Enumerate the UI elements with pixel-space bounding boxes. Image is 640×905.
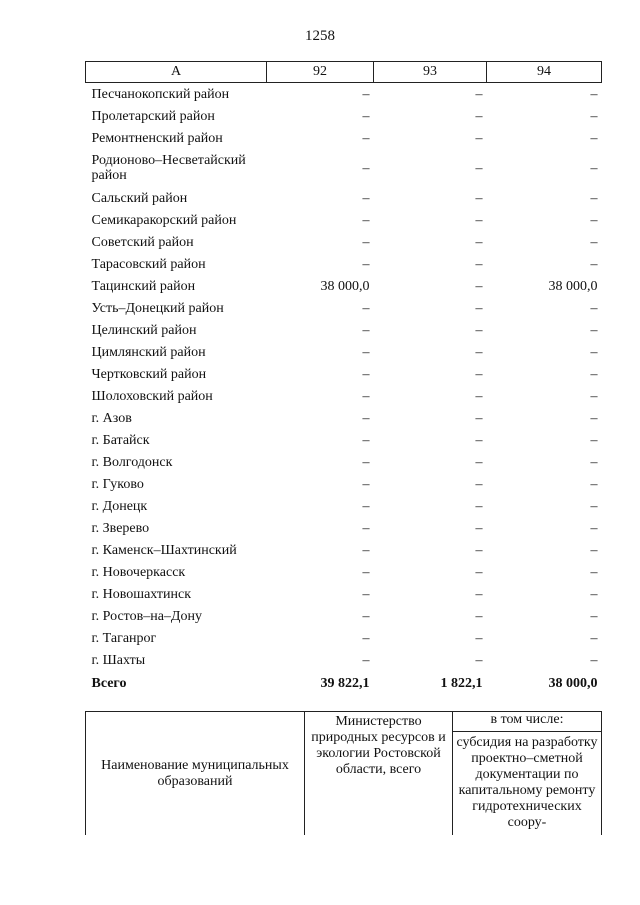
table-row [86, 83, 602, 106]
table-body [86, 83, 602, 696]
municipality-name-header: Наименование муниципальных образований [86, 712, 305, 836]
row-value-93: – [475, 630, 483, 646]
row-value-92: – [362, 498, 370, 514]
row-name: г. Шахты [91, 652, 146, 668]
column-header-92: 92 [267, 62, 374, 83]
row-value-93: – [475, 410, 483, 426]
row-value-93: – [475, 160, 483, 176]
table-row [86, 127, 602, 149]
table-row [86, 473, 602, 495]
table-row [86, 649, 602, 671]
row-value-94: – [590, 630, 598, 646]
row-name: г. Каменск–Шахтинский [91, 542, 237, 558]
row-value-94: – [590, 366, 598, 382]
row-value-93: – [475, 322, 483, 338]
row-value-93: – [475, 432, 483, 448]
row-value-93: – [475, 344, 483, 360]
row-value-94: – [590, 454, 598, 470]
row-value-93: – [475, 586, 483, 602]
row-name: г. Новошахтинск [91, 586, 192, 602]
row-value-94: – [590, 300, 598, 316]
table-row [86, 231, 602, 253]
row-value-93: – [475, 476, 483, 492]
row-name: Тарасовский район [91, 256, 206, 272]
row-value-93: – [475, 366, 483, 382]
row-name: Шолоховский район [91, 388, 213, 404]
table-row [86, 627, 602, 649]
row-value-94: – [590, 542, 598, 558]
table-row [86, 583, 602, 605]
table-row [86, 561, 602, 583]
row-value-92: – [362, 234, 370, 250]
page-number: 1258 [305, 28, 335, 44]
row-name: Семикаракорский район [91, 212, 237, 228]
table-row [86, 297, 602, 319]
row-value-92: – [362, 86, 370, 102]
table-row [86, 187, 602, 209]
row-value-92: – [362, 410, 370, 426]
row-name: г. Зверево [91, 520, 150, 536]
row-value-92: – [362, 256, 370, 272]
row-value-92: – [362, 432, 370, 448]
total-label: Всего [91, 675, 127, 691]
row-value-94: – [590, 432, 598, 448]
row-value-93: – [475, 256, 483, 272]
table-row [86, 209, 602, 231]
row-value-94: – [590, 520, 598, 536]
row-value-92: – [362, 520, 370, 536]
row-name: Тацинский район [91, 278, 196, 294]
column-header-93: 93 [374, 62, 487, 83]
table-row [86, 407, 602, 429]
table-row [86, 105, 602, 127]
total-value-92: 39 822,1 [320, 675, 370, 691]
table-row [86, 385, 602, 407]
row-value-93: – [475, 388, 483, 404]
row-value-93: – [475, 190, 483, 206]
row-value-93: – [475, 608, 483, 624]
row-name: Усть–Донецкий район [91, 300, 224, 316]
total-row [86, 671, 602, 695]
row-value-94: – [590, 586, 598, 602]
row-value-92: – [362, 212, 370, 228]
table-row [86, 429, 602, 451]
row-value-92: – [362, 630, 370, 646]
row-value-94: – [590, 608, 598, 624]
row-value-94: – [590, 476, 598, 492]
row-value-93: – [475, 520, 483, 536]
row-value-93: – [475, 108, 483, 124]
row-value-94: – [590, 498, 598, 514]
row-name: г. Донецк [91, 498, 148, 514]
table-row [86, 605, 602, 627]
row-value-92: – [362, 476, 370, 492]
table-row [86, 363, 602, 385]
row-value-93: – [475, 212, 483, 228]
row-value-92: – [362, 652, 370, 668]
row-value-94: – [590, 388, 598, 404]
row-value-93: – [475, 278, 483, 294]
row-name: Целинский район [91, 322, 197, 338]
row-value-94: – [590, 234, 598, 250]
table-row [86, 539, 602, 561]
row-value-92: – [362, 322, 370, 338]
table-row [86, 275, 602, 297]
row-value-94: – [590, 322, 598, 338]
row-value-94: – [590, 86, 598, 102]
row-value-94: – [590, 410, 598, 426]
row-name: г. Батайск [91, 432, 150, 448]
row-value-94: – [590, 160, 598, 176]
row-name: г. Азов [91, 410, 132, 426]
row-value-92: – [362, 108, 370, 124]
table-row [86, 149, 602, 187]
row-name: Цимлянский район [91, 344, 206, 360]
row-value-92: – [362, 586, 370, 602]
row-value-94: – [590, 108, 598, 124]
row-value-94: – [590, 190, 598, 206]
allocation-table [85, 61, 602, 695]
row-value-94: – [590, 564, 598, 580]
table-row [86, 451, 602, 473]
table-row [86, 495, 602, 517]
row-value-93: – [475, 454, 483, 470]
row-value-93: – [475, 542, 483, 558]
row-value-92: – [362, 388, 370, 404]
row-name: г. Новочеркасск [91, 564, 186, 580]
row-name: г. Таганрог [91, 630, 157, 646]
row-value-92: – [362, 344, 370, 360]
row-value-92: – [362, 608, 370, 624]
row-value-92: – [362, 564, 370, 580]
row-value-92: – [362, 454, 370, 470]
table-row [86, 253, 602, 275]
table-header-row [86, 62, 602, 83]
row-value-94: – [590, 344, 598, 360]
row-value-94: – [590, 256, 598, 272]
row-name: Ремонтненский район [91, 130, 223, 146]
row-value-93: – [475, 86, 483, 102]
row-name: Советский район [91, 234, 194, 250]
row-value-93: – [475, 498, 483, 514]
total-value-93: 1 822,1 [440, 675, 483, 691]
row-value-92: – [362, 542, 370, 558]
header-continuation-table [85, 711, 602, 835]
row-value-92: 38 000,0 [320, 278, 370, 294]
row-name: Песчанокопский район [91, 86, 230, 102]
table-row [86, 517, 602, 539]
total-value-94: 38 000,0 [548, 675, 598, 691]
row-value-93: – [475, 130, 483, 146]
row-value-93: – [475, 300, 483, 316]
row-value-92: – [362, 366, 370, 382]
column-header-a: А [86, 62, 267, 83]
row-value-94: 38 000,0 [548, 278, 598, 294]
column-header-94: 94 [487, 62, 602, 83]
row-name: Пролетарский район [91, 108, 215, 124]
including-header: в том числе: [453, 712, 602, 732]
row-value-92: – [362, 190, 370, 206]
row-value-93: – [475, 652, 483, 668]
row-name: Чертковский район [91, 366, 207, 382]
row-value-93: – [475, 564, 483, 580]
row-name: г. Ростов–на–Дону [91, 608, 202, 624]
row-value-92: – [362, 130, 370, 146]
row-value-92: – [362, 300, 370, 316]
row-value-92: – [362, 160, 370, 176]
subsidy-header: субсидия на разработку проектно–сметной документации по капитальному ремонту гидротехнических соору- [453, 732, 602, 836]
row-value-94: – [590, 130, 598, 146]
row-name: Родионово–Несветайский район [91, 153, 246, 183]
ministry-total-header: Министерство природных ресурсов и экологии Ростовской области, всего [305, 712, 453, 836]
row-name: Сальский район [91, 190, 188, 206]
row-name: г. Волгодонск [91, 454, 173, 470]
row-value-94: – [590, 212, 598, 228]
table-row [86, 341, 602, 363]
row-value-93: – [475, 234, 483, 250]
row-name: г. Гуково [91, 476, 144, 492]
row-value-94: – [590, 652, 598, 668]
table-row [86, 319, 602, 341]
